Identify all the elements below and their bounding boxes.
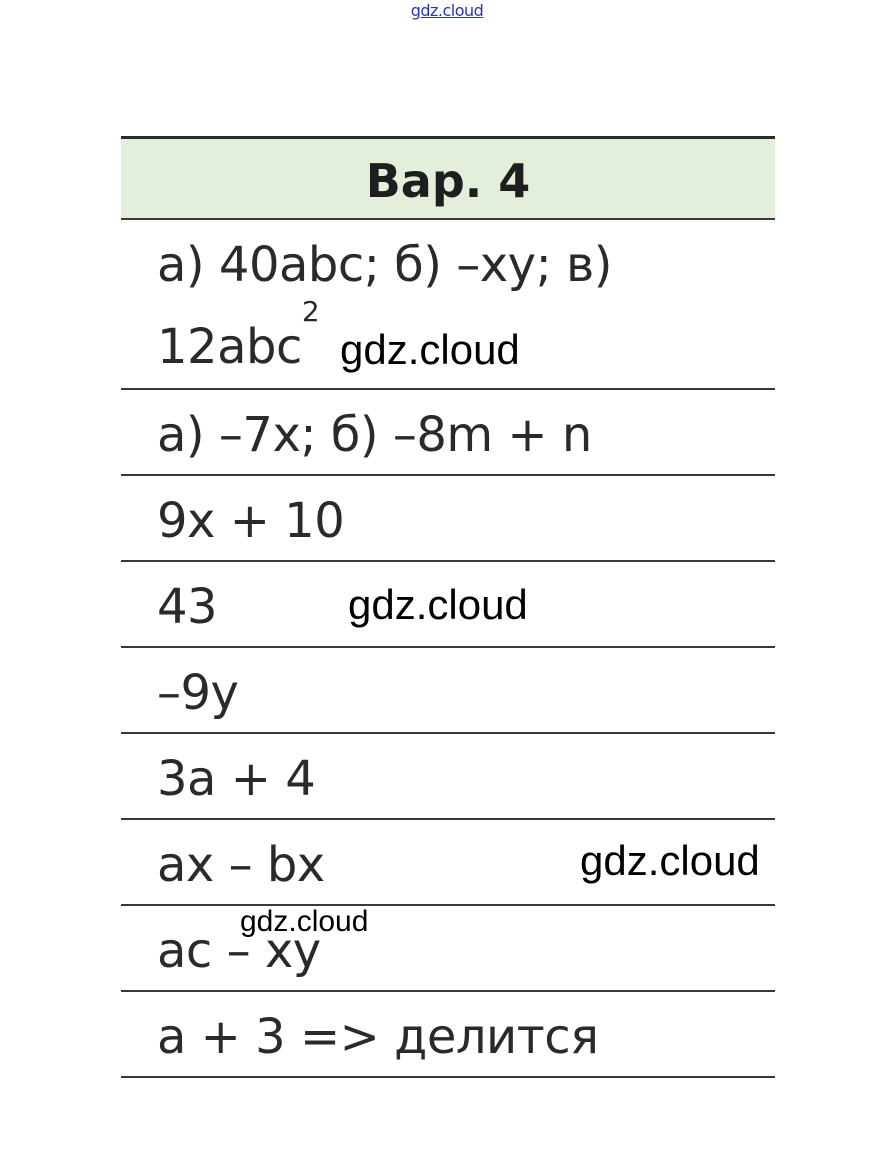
watermark: gdz.cloud (580, 837, 760, 884)
table-row: ax – bx (121, 820, 775, 906)
table-row: a + 3 => делится (121, 992, 775, 1078)
formula-base: 12abc (157, 319, 302, 375)
watermark: gdz.cloud (240, 905, 369, 938)
table-row: 3a + 4 (121, 734, 775, 820)
watermark: gdz.cloud (348, 581, 528, 628)
watermark: gdz.cloud (340, 326, 520, 373)
table-row: 9x + 10 (121, 476, 775, 562)
table-row: ac – xy (121, 906, 775, 992)
formula-exponent: 2 (301, 295, 320, 328)
site-link[interactable]: gdz.cloud (410, 1, 484, 20)
table-header: Вар. 4 (121, 136, 775, 220)
table-row: а) –7x; б) –8m + n (121, 390, 775, 476)
table-row: 43 (121, 562, 775, 648)
row-text: а) 40abc; б) –xy; в) (157, 237, 613, 293)
table-row: –9y (121, 648, 775, 734)
